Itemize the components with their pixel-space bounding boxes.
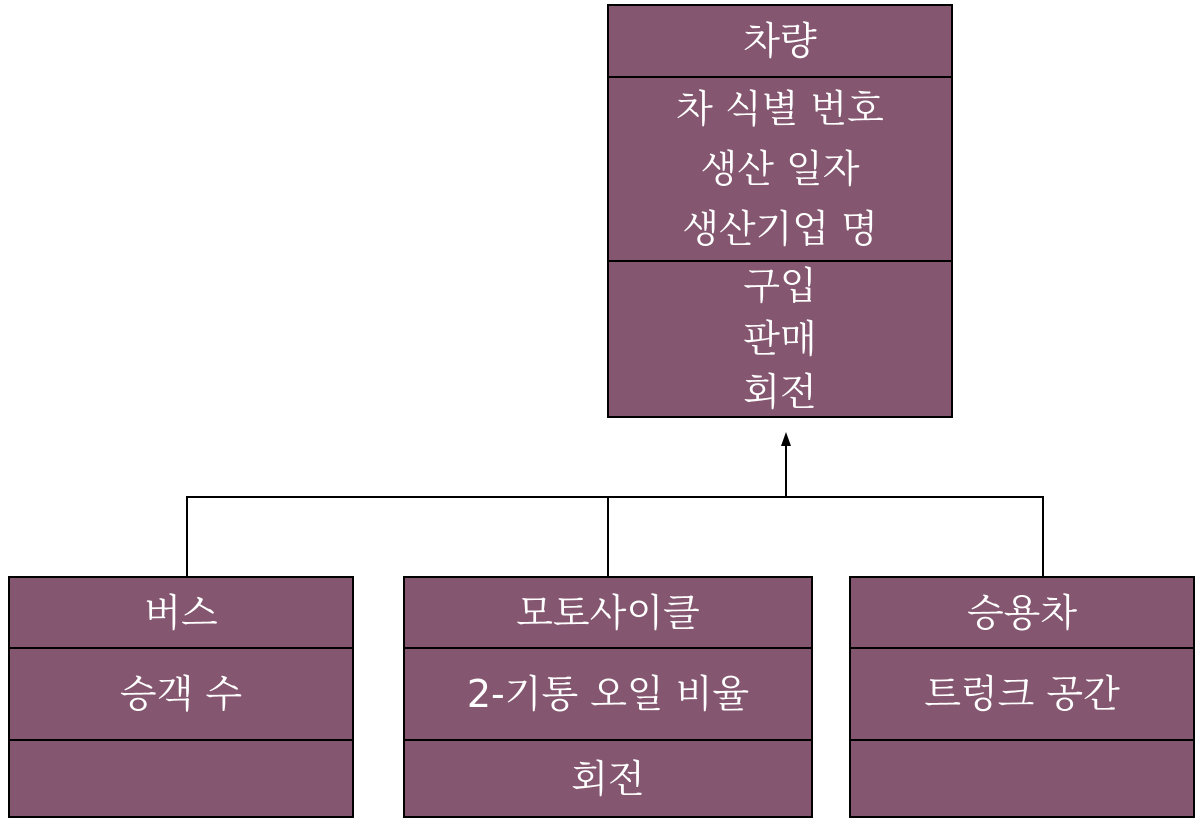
class-motorcycle-methods	[405, 739, 811, 816]
generalization-arrowhead	[781, 432, 791, 446]
class-car-methods	[851, 739, 1193, 816]
class-vehicle-name: 차량	[743, 19, 817, 63]
attribute-two-stroke-oil-ratio: 2-기통 오일 비율	[466, 672, 750, 716]
class-motorcycle-attributes	[405, 647, 811, 739]
class-vehicle[interactable]	[607, 4, 953, 418]
method-sell: 판매	[743, 316, 817, 361]
class-bus-name: 버스	[144, 590, 218, 635]
method-purchase: 구입	[743, 263, 817, 308]
class-motorcycle-name: 모토사이클	[516, 590, 700, 635]
attribute-passenger-count: 승객 수	[119, 672, 243, 716]
attribute-trunk-space: 트렁크 공간	[924, 672, 1120, 716]
method-turn: 회전	[743, 369, 817, 414]
class-car[interactable]	[849, 576, 1195, 818]
class-bus-methods	[10, 739, 352, 816]
class-vehicle-name-section	[609, 6, 951, 76]
attribute-vehicle-id: 차 식별 번호	[676, 87, 884, 131]
attribute-manufacturer-name: 생산기업 명	[682, 207, 878, 251]
class-vehicle-methods	[609, 260, 951, 416]
class-bus-name-section	[10, 578, 352, 647]
class-car-attributes	[851, 647, 1193, 739]
class-bus[interactable]	[8, 576, 354, 818]
class-motorcycle-name-section	[405, 578, 811, 647]
attribute-production-date: 생산 일자	[700, 147, 860, 191]
method-turn-motorcycle: 회전	[571, 756, 645, 801]
class-car-name-section	[851, 578, 1193, 647]
child-bar-line	[187, 497, 1043, 578]
class-vehicle-attributes	[609, 76, 951, 260]
class-bus-attributes	[10, 647, 352, 739]
class-motorcycle[interactable]	[403, 576, 813, 818]
class-car-name: 승용차	[966, 590, 1078, 635]
